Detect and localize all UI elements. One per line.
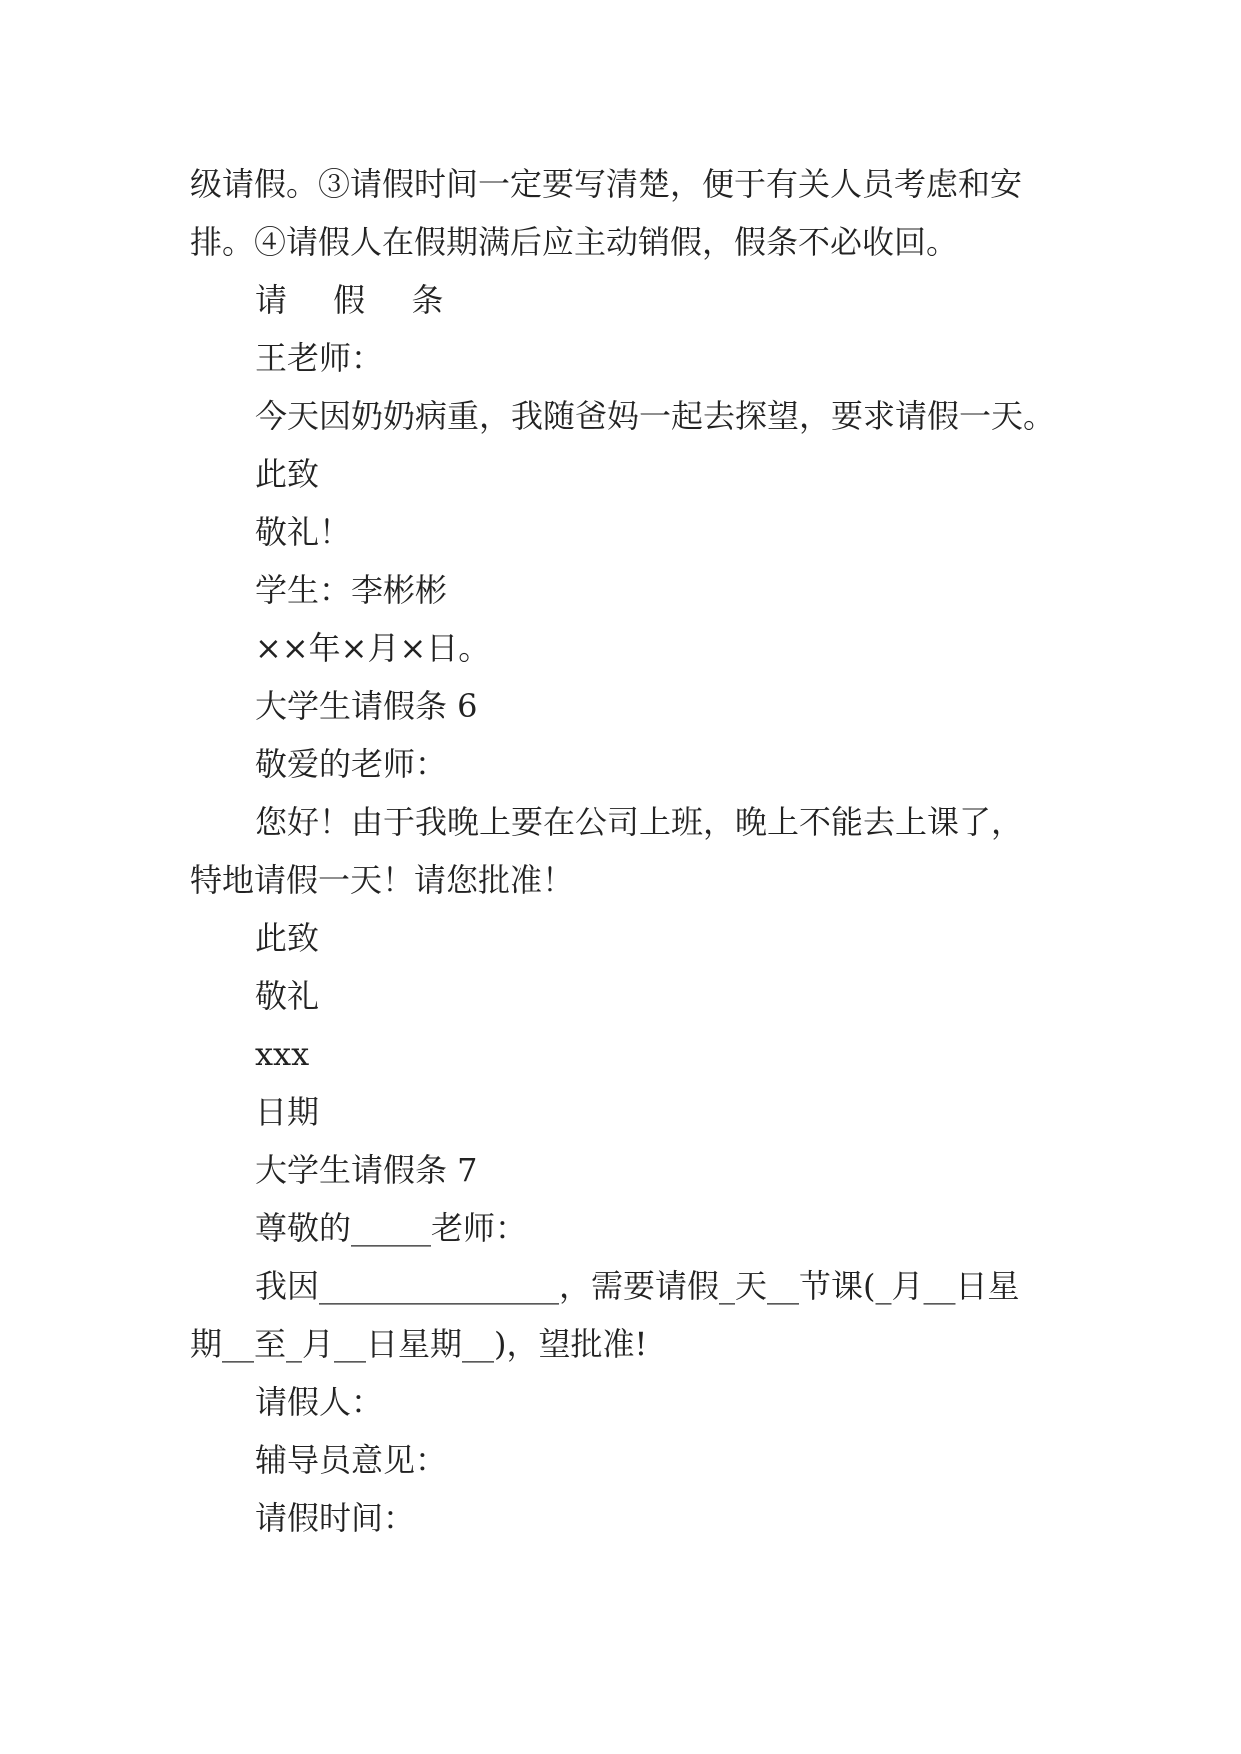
applicant-field: 请假人： (255, 1383, 384, 1421)
body-text: 今天因奶奶病重，我随爸妈一起去探望，要求请假一天。 (255, 397, 1056, 435)
body-text-6-line-2: 特地请假一天！请您批准！ (190, 861, 575, 899)
date-line-6: 日期 (255, 1093, 320, 1131)
regards-line-6: 敬礼 (255, 977, 320, 1015)
leave-time-field: 请假时间： (255, 1499, 416, 1537)
paragraph-line-1: 级请假。③请假时间一定要写清楚，便于有关人员考虑和安 (190, 165, 1023, 203)
salutation-7: 尊敬的_____老师： (255, 1209, 528, 1247)
leave-note-title: 请 假 条 (255, 281, 462, 319)
counselor-opinion-field: 辅导员意见： (255, 1441, 448, 1479)
section-heading-6: 大学生请假条 6 (255, 687, 478, 725)
body-text-7-line-2: 期__至_月__日星期__)，望批准! (190, 1325, 648, 1363)
closing-line: 此致 (255, 455, 320, 493)
signature-line-6: xxx (255, 1035, 310, 1073)
regards-line: 敬礼！ (255, 513, 352, 551)
section-heading-7: 大学生请假条 7 (255, 1151, 478, 1189)
salutation: 王老师： (255, 339, 384, 377)
body-text-7-line-1: 我因_______________，需要请假_天__节课(_月__日星 (255, 1267, 1020, 1305)
paragraph-line-2: 排。④请假人在假期满后应主动销假，假条不必收回。 (190, 223, 959, 261)
salutation-6: 敬爱的老师： (255, 745, 448, 783)
signature-line: 学生：李彬彬 (255, 571, 448, 609)
body-text-6-line-1: 您好！由于我晚上要在公司上班，晚上不能去上课了， (255, 803, 1024, 841)
date-line: ××年×月×日。 (255, 629, 491, 667)
closing-line-6: 此致 (255, 919, 320, 957)
